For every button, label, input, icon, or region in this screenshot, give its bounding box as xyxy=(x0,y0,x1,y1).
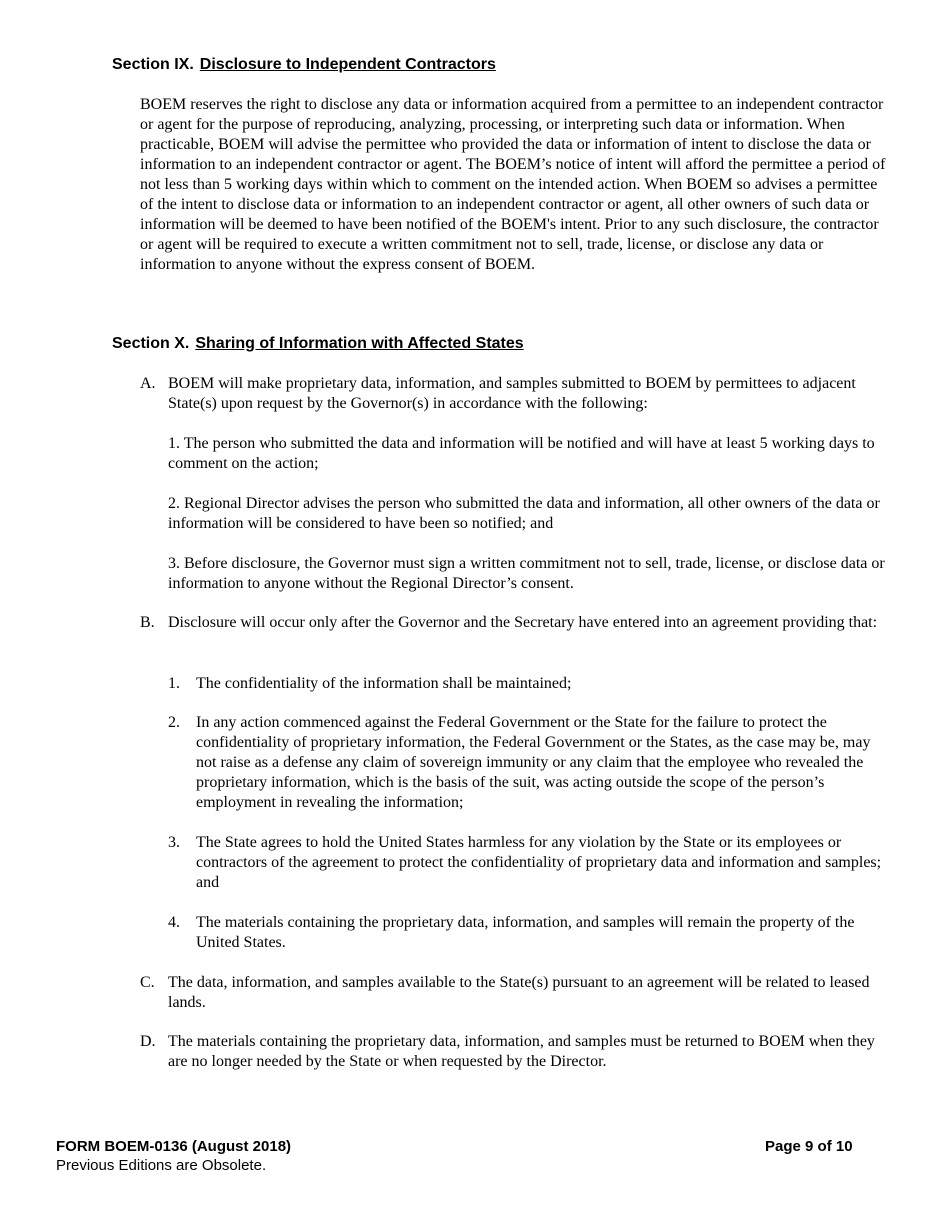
sub-item-a3: 3. Before disclosure, the Governor must sign a written commitment not to sell, trade, license, or disclose data or information to anyone without the Regional Director’s consent. xyxy=(168,555,885,592)
footer-page-number: Page 9 of 10 xyxy=(765,1138,853,1155)
list-label-c: C. xyxy=(140,974,155,991)
list-text-d: The materials containing the proprietary data, information, and samples must be returned to BOEM when they are no longer needed by the State or when requested by the Director. xyxy=(168,1033,875,1070)
sub-item-b4-text: The materials containing the proprietary data, information, and samples will remain the property of the United States. xyxy=(196,914,855,951)
sub-item-b4-number: 4. xyxy=(168,914,180,931)
section-9-heading xyxy=(112,55,496,75)
footer-form-id: FORM BOEM-0136 (August 2018) xyxy=(56,1138,292,1155)
footer-obsolete-note: Previous Editions are Obsolete. xyxy=(56,1157,267,1174)
list-label-b: B. xyxy=(140,614,155,631)
sub-item-a2: 2. Regional Director advises the person who submitted the data and information, all other owners of the data or information will be considered to have been so notified; and xyxy=(168,495,880,532)
section-9-label: Section IX. xyxy=(112,56,194,73)
section-10-heading xyxy=(112,334,524,354)
list-text-a: BOEM will make proprietary data, information, and samples submitted to BOEM by permittees to adjacent State(s) upon request by the Governor(s) in accordance with the following: xyxy=(168,375,856,412)
sub-item-b3-text: The State agrees to hold the United States harmless for any violation by the State or its employees or contractors of the agreement to protect the confidentiality of proprietary data and information and samples; and xyxy=(196,834,882,891)
list-text-c: The data, information, and samples available to the State(s) pursuant to an agreement will be related to leased lands. xyxy=(168,974,870,1011)
sub-item-b2-number: 2. xyxy=(168,714,180,731)
section-10-title: Sharing of Information with Affected States xyxy=(195,335,524,352)
sub-item-b1-number: 1. xyxy=(168,675,180,692)
section-10-label: Section X. xyxy=(112,335,190,352)
list-label-a: A. xyxy=(140,375,156,392)
sub-item-b3-number: 3. xyxy=(168,834,180,851)
sub-item-b2-text: In any action commenced against the Federal Government or the State for the failure to protect the confidentiality of proprietary information, the Federal Government or the States, as the case may be, may not raise as a defense any claim of sovereign immunity or any claim that the employee who revealed the proprietary information, which is the basis of the suit, was acting outside the scope of the person’s employment in revealing the information; xyxy=(196,714,871,811)
section-9-title: Disclosure to Independent Contractors xyxy=(199,56,496,73)
section-9-paragraph: BOEM reserves the right to disclose any data or information acquired from a permittee to an independent contractor or agent for the purpose of reproducing, analyzing, processing, or interpreting such data or information. When practicable, BOEM will advise the permittee who provided the data or information of intent to disclose the data or information to an independent contractor or agent. The BOEM’s notice of intent will afford the permittee a period of not less than 5 working days within which to comment on the intended action. When BOEM so advises a permittee of the intent to disclose data or information to an independent contractor or agent, all other owners of such data or information will be deemed to have been notified of the BOEM's intent. Prior to any such disclosure, the contractor or agent will be required to execute a written commitment not to sell, trade, license, or disclose any data or information to anyone without the express consent of BOEM. xyxy=(140,96,886,273)
list-text-b: Disclosure will occur only after the Governor and the Secretary have entered into an agreement providing that: xyxy=(168,614,878,631)
sub-item-a1: 1. The person who submitted the data and information will be notified and will have at least 5 working days to comment on the action; xyxy=(168,435,875,472)
list-label-d: D. xyxy=(140,1033,156,1050)
sub-item-b1-text: The confidentiality of the information shall be maintained; xyxy=(196,675,572,692)
